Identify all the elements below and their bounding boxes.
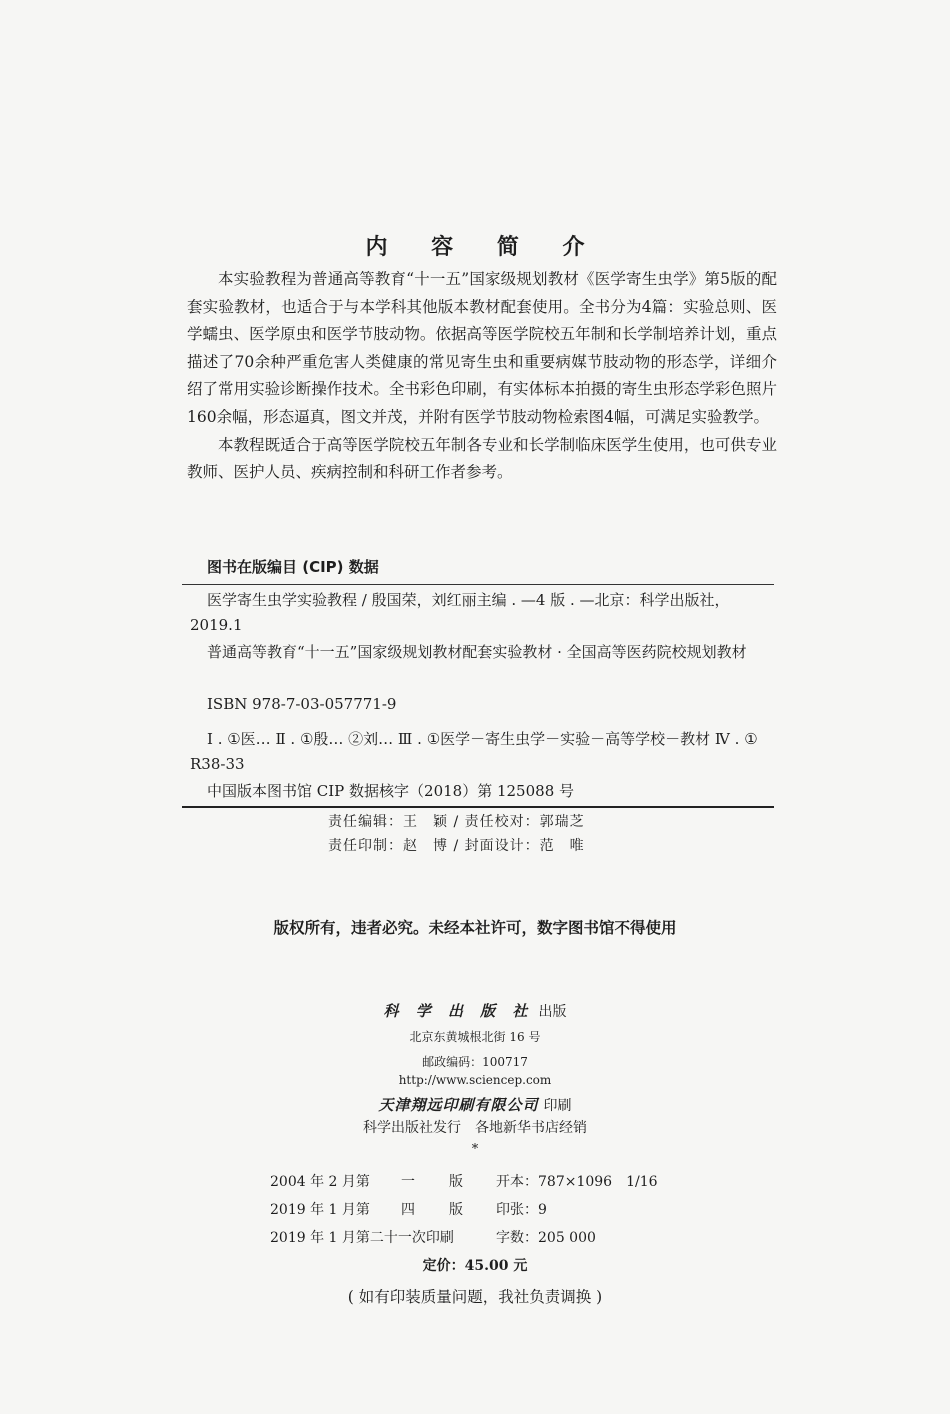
publisher-address: 北京东黄城根北街 16 号 — [409, 1030, 541, 1044]
edition-date: 2019 年 1 月第 — [270, 1202, 370, 1218]
edition-type: 版 — [449, 1174, 463, 1190]
edition-spec: 印张：9 — [496, 1202, 547, 1218]
publisher-postcode: 邮政编码：100717 — [422, 1055, 528, 1069]
publisher-suffix: 出版 — [538, 1004, 567, 1020]
printer-line — [0, 1094, 950, 1115]
staff-editors: 责任编辑：王 颖 / 责任校对：郭瑞芝 — [328, 814, 585, 830]
publisher-name: 科 学 出 版 社 — [383, 1002, 534, 1020]
price: 定价：45.00 元 — [422, 1258, 528, 1274]
cip-entry-title: 医学寄生虫学实验教程 / 殷国荣，刘红丽主编 . —4 版 . —北京：科学出版社，2019.1 — [190, 591, 730, 634]
staff-production: 责任印制：赵 博 / 封面设计：范 唯 — [328, 838, 585, 854]
cip-catalog-number: 中国版本图书馆 CIP 数据核字（2018）第 125088 号 — [207, 782, 575, 800]
distribution-line: 科学出版社发行 各地新华书店经销 — [363, 1120, 587, 1136]
cip-heading: 图书在版编目 (CIP) 数据 — [207, 558, 379, 576]
cip-entry-classification: Ⅰ . ①医… Ⅱ . ①殷… ②刘… Ⅲ . ①医学－寄生虫学－实验－高等学校－教材 Ⅳ . ① R38-33 — [190, 730, 758, 773]
cip-entry-isbn: ISBN 978-7-03-057771-9 — [207, 695, 397, 713]
cip-top-rule — [182, 584, 774, 585]
publisher-line — [0, 1000, 950, 1021]
edition-spec: 开本：787×1096 1/16 — [496, 1174, 658, 1190]
cip-bottom-rule — [182, 806, 774, 808]
printer-suffix: 印刷 — [543, 1098, 572, 1114]
edition-number: 四 — [401, 1202, 415, 1218]
separator-star: * — [471, 1142, 479, 1157]
edition-spec: 字数：205 000 — [496, 1230, 596, 1246]
edition-number: 一 — [401, 1174, 415, 1190]
copyright-notice: 版权所有，违者必究。未经本社许可，数字图书馆不得使用 — [273, 919, 677, 937]
printer-name: 天津翔远印刷有限公司 — [378, 1096, 539, 1114]
intro-title: 内 容 简 介 — [365, 235, 603, 260]
edition-date: 2019 年 1 月第二十一次印刷 — [270, 1230, 454, 1246]
publisher-url: http://www.sciencep.com — [398, 1073, 552, 1087]
cip-entry-series: 普通高等教育“十一五”国家级规划教材配套实验教材 · 全国高等医药院校规划教材 — [207, 643, 747, 661]
intro-paragraph: 本实验教程为普通高等教育“十一五”国家级规划教材《医学寄生虫学》第5版的配套实验教材，也适合于与本学科其他版本教材配套使用。全书分为4篇：实验总则、医学蠕虫、医学原虫和医学节肢动物。依据高等医学院校五年制和长学制培养计划，重点描述了70余种严重危害人类健康的常见寄生虫和重要病媒节肢动物的形态学，详细介绍了常用实验诊断操作技术。全书彩色印刷，有实体标本拍摄的寄生虫形态学彩色照片160余幅，形态逼真，图文并茂，并附有医学节肢动物检索图4幅，可满足实验教学。 — [187, 270, 777, 426]
edition-type: 版 — [449, 1202, 463, 1218]
intro-text — [187, 266, 777, 487]
quality-note: ( 如有印装质量问题，我社负责调换 ) — [347, 1288, 603, 1306]
intro-paragraph: 本教程既适合于高等医学院校五年制各专业和长学制临床医学生使用，也可供专业教师、医护人员、疾病控制和科研工作者参考。 — [187, 435, 777, 482]
edition-date: 2004 年 2 月第 — [270, 1174, 370, 1190]
